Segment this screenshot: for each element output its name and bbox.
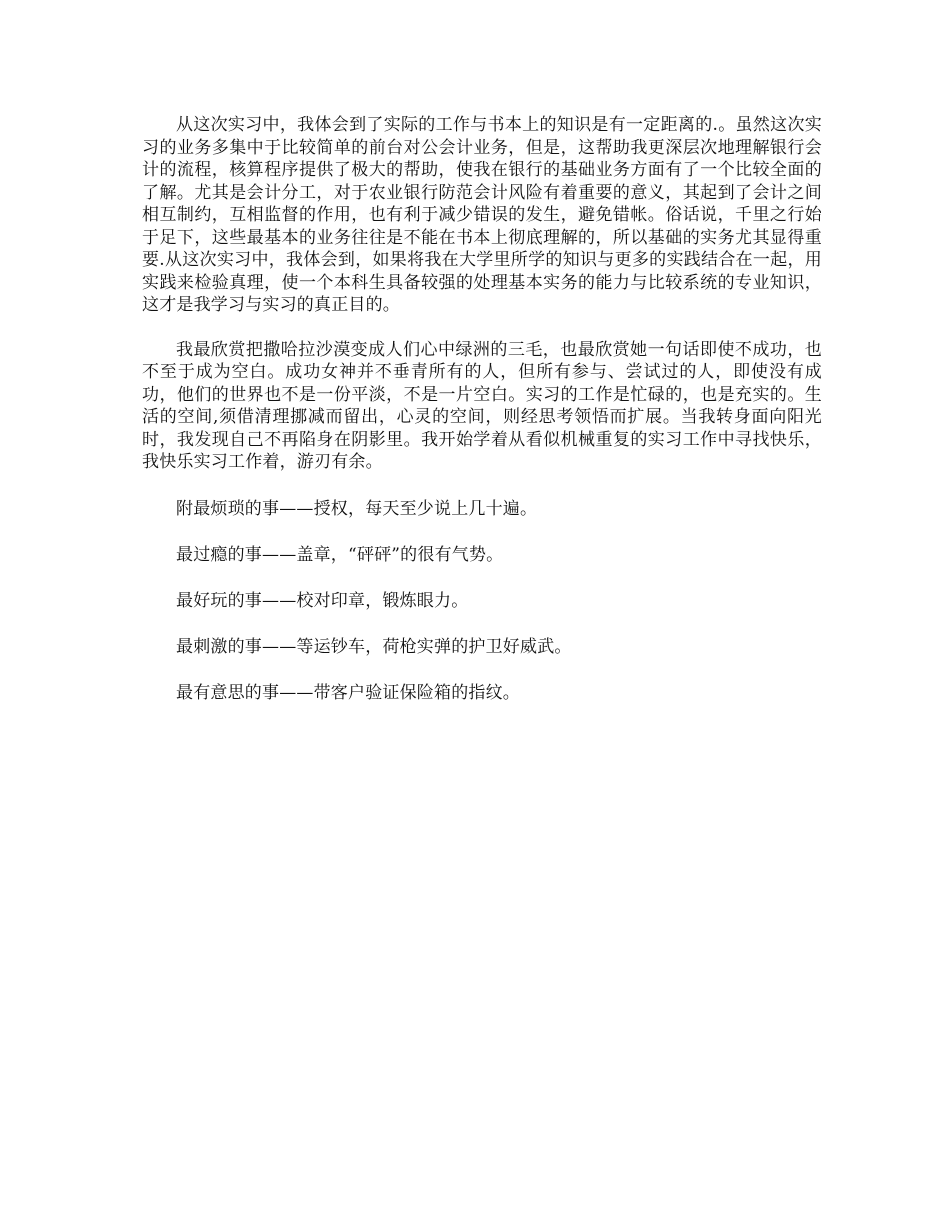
memorable-things-list <box>142 498 822 705</box>
list-item: 最好玩的事——校对印章，锻炼眼力。 <box>176 590 469 611</box>
paragraph-sanmao-appreciation: 我最欣赏把撒哈拉沙漠变成人们心中绿洲的三毛，也最欣赏她一句话即使不成功，也不至于成为空白。成功女神并不垂青所有的人，但所有参与、尝试过的人，即使没有成功，他们的世界也不是一份平淡，不是一片空白。实习的工作是忙碌的，也是充实的。生活的空间,须借清理挪减而留出，心灵的空间，则经思考领悟而扩展。当我转身面向阳光时，我发现自己不再陷身在阴影里。我开始学着从看似机械重复的实习工作中寻找快乐，我快乐实习工作着，游刃有余。 <box>142 339 822 472</box>
list-item: 附最烦琐的事——授权，每天至少说上几十遍。 <box>176 498 538 519</box>
list-item: 最刺激的事——等运钞车，荷枪实弹的护卫好威武。 <box>176 636 572 657</box>
paragraph-internship-reflection: 从这次实习中，我体会到了实际的工作与书本上的知识是有一定距离的.。虽然这次实习的业务多集中于比较简单的前台对公会计业务，但是，这帮助我更深层次地理解银行会计的流程，核算程序提供了极大的帮助，使我在银行的基础业务方面有了一个比较全面的了解。尤其是会计分工，对于农业银行防范会计风险有着重要的意义，其起到了会计之间相互制约，互相监督的作用，也有利于减少错误的发生，避免错帐。俗话说，千里之行始于足下，这些最基本的业务往往是不能在书本上彻底理解的，所以基础的实务尤其显得重要.从这次实习中，我体会到，如果将我在大学里所学的知识与更多的实践结合在一起，用实践来检验真理，使一个本科生具备较强的处理基本实务的能力与比较系统的专业知识，这才是我学习与实习的真正目的。 <box>142 115 822 315</box>
document-page <box>142 114 822 704</box>
list-item: 最有意思的事——带客户验证保险箱的指纹。 <box>176 682 520 703</box>
list-item: 最过瘾的事——盖章，“砰砰”的很有气势。 <box>176 544 504 565</box>
